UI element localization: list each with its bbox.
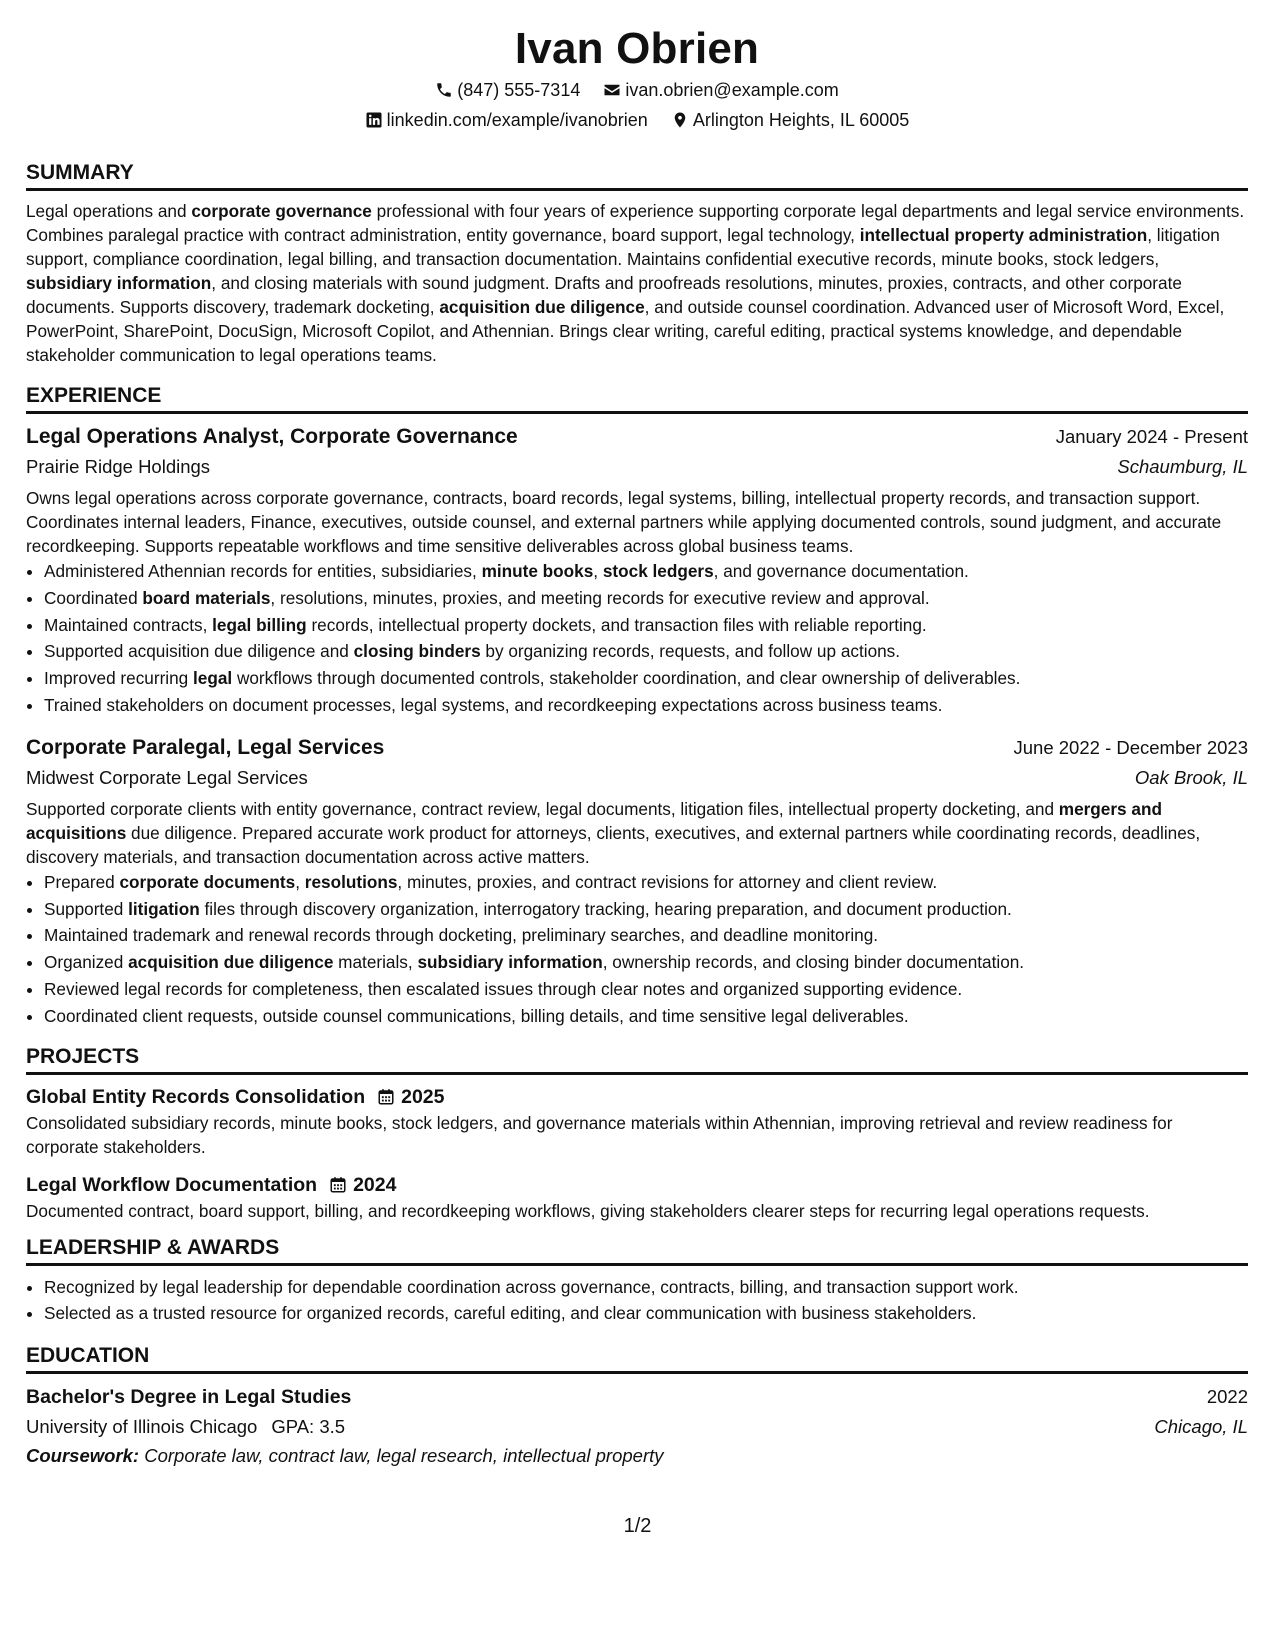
bold-text: corporate governance [191, 201, 372, 221]
text-segment: professional with four years of experience supporting corporate legal departments and legal service environments. Combines paralegal practice with contract administration, entity governance, board support, legal technology, [26, 201, 1245, 245]
bullet-item [44, 869, 1248, 896]
calendar-icon [329, 1176, 347, 1194]
bullet-item [44, 612, 1248, 639]
text-segment: Maintained trademark and renewal records through docketing, preliminary searches, and deadline monitoring. [44, 925, 879, 946]
contact-line-1 [26, 78, 1248, 108]
resume-page [26, 20, 1248, 1470]
job-entry [26, 422, 1248, 719]
text-segment: , ownership records, and closing binder documentation. [602, 952, 1025, 973]
map-pin-icon [671, 111, 689, 129]
linkedin-text: linkedin.com/example/ivanobrien [386, 110, 648, 130]
phone-icon [435, 81, 453, 99]
degree-title: Bachelor's Degree in Legal Studies [26, 1386, 352, 1409]
coursework [26, 1442, 1248, 1470]
calendar-icon [377, 1088, 395, 1106]
text-segment: Supported acquisition due diligence and [44, 641, 354, 662]
job-dates: January 2024 - Present [1055, 426, 1248, 447]
job-description [26, 797, 1248, 869]
contact-linkedin[interactable] [365, 108, 648, 132]
bold-text: closing binders [353, 641, 481, 662]
job-title: Corporate Paralegal, Legal Services [26, 735, 385, 759]
experience-section [26, 383, 1248, 1030]
summary-section [26, 160, 1248, 367]
text-segment: , [295, 871, 305, 892]
projects-heading: PROJECTS [26, 1044, 1248, 1075]
job-description [26, 486, 1248, 558]
text-segment: due diligence. Prepared accurate work product for attorneys, clients, executives, and external partners while coordinating records, deadlines, discovery materials, and transaction documentation across active matters. [26, 822, 1201, 867]
job-entry [26, 733, 1248, 1030]
list-item: • Recognized by legal leadership for dependable coordination across governance, contracts, billing, and transaction support work. [44, 1274, 1248, 1301]
envelope-icon [603, 81, 621, 99]
job-location: Schaumburg, IL [1117, 456, 1248, 477]
text-segment: , minutes, proxies, and contract revisions for attorney and client review. [397, 871, 938, 892]
coursework-text: Corporate law, contract law, legal research, intellectual property [144, 1445, 664, 1467]
list-item: • Selected as a trusted resource for organized records, careful editing, and clear communication with business stakeholders. [44, 1300, 1248, 1327]
email-text: ivan.obrien@example.com [625, 80, 839, 100]
bold-text: stock ledgers [602, 561, 714, 581]
bullet-item [44, 976, 1248, 1003]
text-segment: Supported [44, 898, 129, 919]
bold-text: minute books [481, 561, 594, 581]
gpa: GPA: 3.5 [271, 1416, 346, 1438]
text-segment: , and closing materials with sound judgment. Drafts and proofreads resolutions, minutes, proxies, contracts, and other corporate documents. Supports discovery, trademark docketing, [26, 273, 1182, 317]
bold-text: subsidiary information [417, 952, 603, 973]
bullet-item [44, 1003, 1248, 1030]
text-segment: files through discovery organization, interrogatory tracking, hearing preparation, and document production. [199, 898, 1012, 919]
bold-text: legal billing [212, 614, 307, 635]
job-company: Prairie Ridge Holdings [26, 456, 211, 477]
project-description: Documented contract, board support, billing, and recordkeeping workflows, giving stakeholders clearer steps for recurring legal operations requests. [26, 1200, 1150, 1221]
summary-heading: SUMMARY [26, 160, 1248, 191]
job-location: Oak Brook, IL [1134, 766, 1248, 788]
text-segment: Improved recurring [44, 668, 194, 689]
bold-text: legal [193, 668, 233, 689]
summary-text [26, 199, 1248, 367]
text-segment: Prepared [44, 871, 120, 892]
bullet-item [44, 558, 1248, 585]
text-segment: Owns legal operations across corporate governance, contracts, board records, legal systems, billing, intellectual property records, and transaction support. Coordinates internal leaders, Finance, executives, outside counsel, and external partners while applying documented controls, sound judgment, and accurate recordkeeping. Supports repeatable workflows and time sensitive deliverables across global business teams. [26, 488, 1222, 556]
bold-text: acquisition due diligence [128, 952, 334, 973]
location-text: Arlington Heights, IL 60005 [692, 110, 910, 130]
text-segment: , and outside counsel coordination. Advanced user of Microsoft Word, Excel, PowerPoint, SharePoint, DocuSign, Microsoft Copilot, and Athennian. Brings clear writing, careful editing, practical systems knowledge, and dependable stakeholder communication to legal operations teams. [26, 297, 1225, 365]
text-segment: , [593, 561, 603, 581]
education-section [26, 1343, 1248, 1470]
text-segment: workflows through documented controls, stakeholder coordination, and clear ownership of deliverables. [232, 668, 1021, 689]
bold-text: mergers and acquisitions [26, 798, 1162, 843]
text-segment: Coordinated [44, 587, 143, 608]
text-segment: , and governance documentation. [713, 561, 969, 581]
job-bullets [26, 869, 1248, 1030]
leadership-heading: LEADERSHIP & AWARDS [26, 1235, 1248, 1266]
contact-phone[interactable] [435, 78, 580, 102]
bullet-item [44, 692, 1248, 719]
phone-text: (847) 555-7314 [457, 80, 581, 100]
bullet-item [44, 949, 1248, 976]
candidate-name: Ivan Obrien [514, 24, 760, 73]
bold-text: intellectual property administration [859, 225, 1148, 245]
project-entry [26, 1171, 1248, 1223]
bold-text: acquisition due diligence [439, 297, 645, 317]
bullet-item [44, 638, 1248, 665]
bold-text: board materials [142, 587, 271, 608]
coursework-label: Coursework: [26, 1445, 140, 1467]
text-segment: Supported corporate clients with entity governance, contract review, legal documents, litigation files, intellectual property docketing, and [26, 798, 1059, 819]
contact-location [671, 108, 909, 132]
project-title: Legal Workflow Documentation [26, 1173, 318, 1196]
bold-text: corporate documents [119, 871, 296, 892]
contact-line-2 [26, 108, 1248, 138]
project-title: Global Entity Records Consolidation [26, 1085, 366, 1108]
text-segment: by organizing records, requests, and follow up actions. [480, 641, 901, 662]
text-segment: Coordinated client requests, outside counsel communications, billing details, and time sensitive legal deliverables. [44, 1005, 909, 1026]
project-entry [26, 1083, 1248, 1159]
page-number: 1/2 [623, 1515, 652, 1537]
leadership-bullets [26, 1274, 1248, 1328]
bullet-item [44, 922, 1248, 949]
project-year: 2024 [353, 1173, 397, 1196]
job-dates: June 2022 - December 2023 [1013, 736, 1248, 758]
text-segment: , resolutions, minutes, proxies, and meeting records for executive review and approval. [270, 587, 930, 608]
experience-heading: EXPERIENCE [26, 383, 1248, 414]
job-title: Legal Operations Analyst, Corporate Governance [26, 425, 518, 448]
job-bullets [26, 558, 1248, 719]
text-segment: Organized [44, 952, 129, 973]
projects-section [26, 1044, 1248, 1223]
bullet-item [44, 896, 1248, 923]
text-segment: Legal operations and [26, 201, 192, 221]
contact-email[interactable] [603, 78, 838, 102]
school-location: Chicago, IL [1154, 1416, 1248, 1438]
text-segment: , litigation support, compliance coordination, legal billing, and transaction documentation. Maintains confidential executive records, minute books, stock ledgers, [26, 225, 1220, 269]
text-segment: Maintained contracts, [44, 614, 213, 635]
bullet-item [44, 665, 1248, 692]
bullet-item [44, 585, 1248, 612]
text-segment: materials, [333, 952, 418, 973]
text-segment: Administered Athennian records for entities, subsidiaries, [44, 561, 482, 581]
linkedin-icon [365, 111, 383, 129]
leadership-section [26, 1235, 1248, 1328]
bold-text: litigation [128, 898, 200, 919]
school-name: University of Illinois Chicago [26, 1416, 258, 1438]
text-segment: Trained stakeholders on document processes, legal systems, and recordkeeping expectations across business teams. [44, 694, 943, 715]
bold-text: subsidiary information [26, 273, 212, 293]
project-description: Consolidated subsidiary records, minute books, stock ledgers, and governance materials within Athennian, improving retrieval and review readiness for corporate stakeholders. [26, 1112, 1173, 1157]
education-heading: EDUCATION [26, 1343, 1248, 1374]
degree-year: 2022 [1206, 1386, 1248, 1408]
text-segment: records, intellectual property dockets, and transaction files with reliable reporting. [306, 614, 927, 635]
bold-text: resolutions [304, 871, 398, 892]
job-company: Midwest Corporate Legal Services [26, 766, 308, 788]
project-year: 2025 [401, 1085, 445, 1108]
text-segment: Reviewed legal records for completeness, then escalated issues through clear notes and organized supporting evidence. [44, 978, 963, 999]
